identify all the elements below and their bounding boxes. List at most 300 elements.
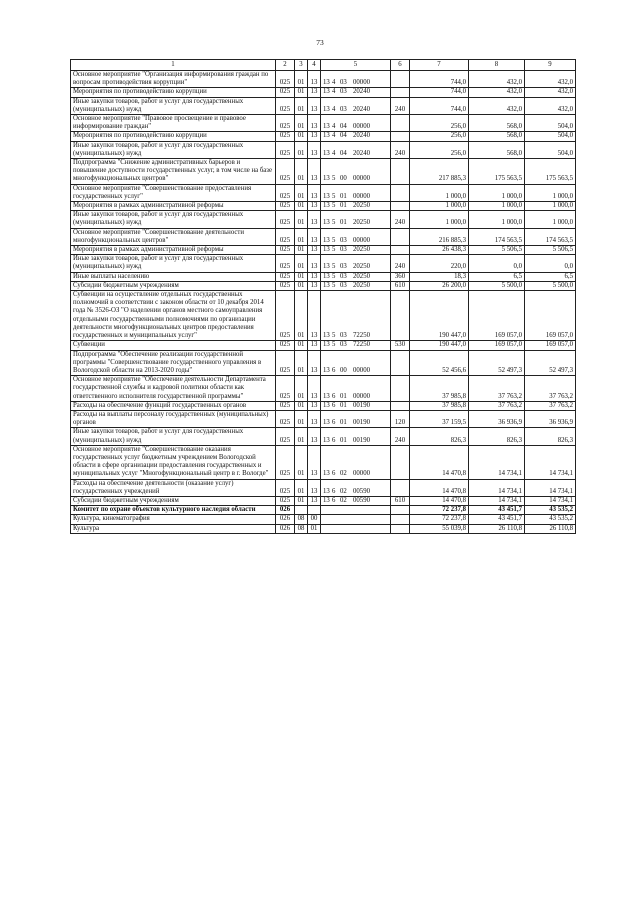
target-article <box>321 159 391 185</box>
section-code: 01 <box>295 410 308 427</box>
amount-year-2: 14 734,1 <box>469 479 525 496</box>
expense-type-code <box>391 376 410 402</box>
amount-year-2: 1 000,0 <box>469 211 525 228</box>
target-article-prog: 13 <box>323 470 330 478</box>
section-code: 01 <box>295 71 308 88</box>
amount-year-1: 72 237,8 <box>410 506 469 515</box>
target-article-main: 02 <box>340 496 347 504</box>
amount-year-3: 504,0 <box>525 132 576 141</box>
column-number: 3 <box>295 60 308 71</box>
target-article-sub: 5 <box>332 281 336 289</box>
target-article-main: 04 <box>340 132 347 140</box>
column-number: 8 <box>469 60 525 71</box>
target-article-sub: 4 <box>332 88 336 96</box>
amount-year-1: 744,0 <box>410 88 469 97</box>
target-article-prog: 13 <box>323 263 330 271</box>
section-code: 01 <box>295 159 308 185</box>
target-article-dir: 00000 <box>353 123 370 131</box>
column-number: 9 <box>525 60 576 71</box>
ministry-code: 025 <box>276 479 295 496</box>
subsection-code: 13 <box>308 376 321 402</box>
target-article <box>321 515 391 524</box>
row-name: Иные закупки товаров, работ и услуг для государственных (муниципальных) нужд <box>71 141 276 158</box>
ministry-code: 025 <box>276 428 295 445</box>
target-article <box>321 246 391 255</box>
target-article <box>321 410 391 427</box>
row-name: Мероприятия по противодействию коррупции <box>71 88 276 97</box>
target-article-sub: 6 <box>332 419 336 427</box>
ministry-code: 026 <box>276 524 295 533</box>
table-row <box>71 141 576 158</box>
target-article-prog: 13 <box>323 487 330 495</box>
subsection-code: 13 <box>308 445 321 479</box>
target-article-dir: 00000 <box>353 79 370 87</box>
target-article <box>321 401 391 410</box>
target-article <box>321 524 391 533</box>
target-article-prog: 13 <box>323 123 330 131</box>
amount-year-1: 52 456,6 <box>410 350 469 376</box>
row-name: Расходы на обеспечение функций государственных органов <box>71 401 276 410</box>
expense-type-code <box>391 506 410 515</box>
amount-year-1: 217 885,3 <box>410 159 469 185</box>
target-article-sub: 5 <box>332 332 336 340</box>
target-article-prog: 13 <box>323 341 330 349</box>
target-article-main: 00 <box>340 175 347 183</box>
table-row <box>71 159 576 185</box>
subsection-code: 13 <box>308 184 321 201</box>
target-article-prog: 13 <box>323 236 330 244</box>
expense-type-code: 240 <box>391 255 410 272</box>
amount-year-2: 0,0 <box>469 255 525 272</box>
amount-year-2: 43 451,7 <box>469 506 525 515</box>
ministry-code: 025 <box>276 401 295 410</box>
target-article-main: 02 <box>340 470 347 478</box>
subsection-code: 13 <box>308 211 321 228</box>
target-article <box>321 115 391 132</box>
target-article-main: 03 <box>340 79 347 87</box>
target-article <box>321 445 391 479</box>
expense-type-code <box>391 479 410 496</box>
target-article-dir: 20250 <box>353 202 370 210</box>
amount-year-2: 432,0 <box>469 71 525 88</box>
amount-year-3: 432,0 <box>525 88 576 97</box>
ministry-code: 025 <box>276 97 295 114</box>
subsection-code: 13 <box>308 350 321 376</box>
expense-type-code <box>391 88 410 97</box>
target-article-sub: 4 <box>332 149 336 157</box>
table-row <box>71 401 576 410</box>
row-name: Подпрограмма "Обеспечение реализации государственной программы "Совершенствование государственного управления в Вологодской области на 2013-2020 годы" <box>71 350 276 376</box>
target-article-prog: 13 <box>323 132 330 140</box>
section-code: 01 <box>295 496 308 505</box>
amount-year-1: 256,0 <box>410 115 469 132</box>
target-article-prog: 13 <box>323 496 330 504</box>
subsection-code: 13 <box>308 281 321 290</box>
expense-type-code: 240 <box>391 141 410 158</box>
target-article-dir: 20250 <box>353 263 370 271</box>
target-article-main: 03 <box>340 236 347 244</box>
expense-type-code: 240 <box>391 428 410 445</box>
amount-year-3: 432,0 <box>525 97 576 114</box>
target-article-sub: 5 <box>332 236 336 244</box>
target-article-sub: 5 <box>332 175 336 183</box>
target-article-main: 01 <box>340 202 347 210</box>
amount-year-2: 52 497,3 <box>469 350 525 376</box>
target-article <box>321 428 391 445</box>
target-article-prog: 13 <box>323 332 330 340</box>
section-code: 01 <box>295 246 308 255</box>
amount-year-2: 36 936,9 <box>469 410 525 427</box>
target-article-dir: 00190 <box>353 419 370 427</box>
target-article <box>321 479 391 496</box>
ministry-code: 025 <box>276 141 295 158</box>
expense-type-code <box>391 184 410 201</box>
table-row <box>71 272 576 281</box>
target-article-dir: 72250 <box>353 341 370 349</box>
target-article-prog: 13 <box>323 281 330 289</box>
target-article-dir: 20240 <box>353 132 370 140</box>
target-article <box>321 141 391 158</box>
target-article-dir: 00590 <box>353 487 370 495</box>
amount-year-3: 826,3 <box>525 428 576 445</box>
target-article-prog: 13 <box>323 436 330 444</box>
section-code: 01 <box>295 479 308 496</box>
amount-year-3: 37 763,2 <box>525 401 576 410</box>
amount-year-1: 37 985,8 <box>410 376 469 402</box>
target-article <box>321 496 391 505</box>
section-code: 08 <box>295 515 308 524</box>
section-code: 01 <box>295 228 308 245</box>
amount-year-1: 14 470,8 <box>410 479 469 496</box>
target-article-sub: 5 <box>332 246 336 254</box>
expense-type-code: 610 <box>391 496 410 505</box>
table-row <box>71 88 576 97</box>
expense-type-code <box>391 445 410 479</box>
expense-type-code: 240 <box>391 211 410 228</box>
section-code: 01 <box>295 376 308 402</box>
subsection-code: 13 <box>308 291 321 341</box>
target-article-main: 03 <box>340 281 347 289</box>
table-row <box>71 496 576 505</box>
table-row <box>71 211 576 228</box>
amount-year-3: 504,0 <box>525 115 576 132</box>
amount-year-3: 0,0 <box>525 255 576 272</box>
ministry-code: 025 <box>276 71 295 88</box>
ministry-code: 025 <box>276 228 295 245</box>
expense-type-code <box>391 115 410 132</box>
table-row <box>71 202 576 211</box>
row-name: Субвенции на осуществление отдельных государственных полномочий в соответствии с законом области от 10 декабря 2014 года № 3526-ОЗ "О наделении органов местного самоуправления отдельными государственными полномочиями по организации деятельности многофункциональных центров предоставления государственных и муниципальных услуг" <box>71 291 276 341</box>
target-article-sub: 6 <box>332 366 336 374</box>
ministry-code: 025 <box>276 88 295 97</box>
row-name: Мероприятия в рамках административной реформы <box>71 202 276 211</box>
subsection-code: 13 <box>308 88 321 97</box>
table-row <box>71 376 576 402</box>
subsection-code: 13 <box>308 228 321 245</box>
table-row <box>71 184 576 201</box>
amount-year-3: 5 506,5 <box>525 246 576 255</box>
amount-year-2: 14 734,1 <box>469 496 525 505</box>
amount-year-1: 26 200,0 <box>410 281 469 290</box>
amount-year-1: 37 159,5 <box>410 410 469 427</box>
amount-year-3: 169 057,0 <box>525 341 576 350</box>
amount-year-3: 14 734,1 <box>525 496 576 505</box>
subsection-code: 13 <box>308 115 321 132</box>
table-row <box>71 132 576 141</box>
target-article-dir: 00000 <box>353 470 370 478</box>
subsection-code: 00 <box>308 515 321 524</box>
subsection-code: 13 <box>308 479 321 496</box>
amount-year-3: 36 936,9 <box>525 410 576 427</box>
section-code: 01 <box>295 401 308 410</box>
amount-year-1: 256,0 <box>410 132 469 141</box>
ministry-code: 025 <box>276 272 295 281</box>
target-article-main: 03 <box>340 263 347 271</box>
target-article-prog: 13 <box>323 88 330 96</box>
column-number-row <box>71 60 576 71</box>
row-name: Иные закупки товаров, работ и услуг для государственных (муниципальных) нужд <box>71 255 276 272</box>
amount-year-3: 169 057,0 <box>525 291 576 341</box>
target-article-main: 02 <box>340 487 347 495</box>
ministry-code: 025 <box>276 255 295 272</box>
target-article-sub: 6 <box>332 392 336 400</box>
row-name: Комитет по охране объектов культурного наследия области <box>71 506 276 515</box>
expense-type-code: 120 <box>391 410 410 427</box>
target-article-sub: 4 <box>332 123 336 131</box>
subsection-code: 13 <box>308 132 321 141</box>
row-name: Расходы на обеспечение деятельности (оказание услуг) государственных учреждений <box>71 479 276 496</box>
column-number: 5 <box>321 60 391 71</box>
table-row <box>71 524 576 533</box>
target-article <box>321 202 391 211</box>
section-code: 01 <box>295 445 308 479</box>
table-row <box>71 341 576 350</box>
row-name: Культура, кинематография <box>71 515 276 524</box>
amount-year-1: 190 447,0 <box>410 341 469 350</box>
subsection-code: 13 <box>308 71 321 88</box>
target-article-main: 03 <box>340 272 347 280</box>
target-article-main: 03 <box>340 246 347 254</box>
target-article-sub: 5 <box>332 192 336 200</box>
row-name: Мероприятия в рамках административной реформы <box>71 246 276 255</box>
target-article-sub: 5 <box>332 219 336 227</box>
ministry-code: 025 <box>276 281 295 290</box>
expense-type-code <box>391 202 410 211</box>
amount-year-2: 37 763,2 <box>469 401 525 410</box>
ministry-code: 025 <box>276 184 295 201</box>
expense-type-code <box>391 515 410 524</box>
subsection-code: 13 <box>308 496 321 505</box>
amount-year-2: 568,0 <box>469 115 525 132</box>
column-number: 2 <box>276 60 295 71</box>
amount-year-1: 826,3 <box>410 428 469 445</box>
amount-year-2: 432,0 <box>469 97 525 114</box>
target-article-dir: 00000 <box>353 192 370 200</box>
expense-type-code <box>391 350 410 376</box>
amount-year-1: 190 447,0 <box>410 291 469 341</box>
expense-type-code <box>391 159 410 185</box>
target-article-dir: 00190 <box>353 436 370 444</box>
amount-year-1: 37 985,8 <box>410 401 469 410</box>
amount-year-1: 14 470,8 <box>410 496 469 505</box>
target-article-prog: 13 <box>323 105 330 113</box>
subsection-code: 13 <box>308 272 321 281</box>
row-name: Основное мероприятие "Обеспечение деятельности Департамента государственной службы и кадровой политики области как ответственного исполнителя государственной программы" <box>71 376 276 402</box>
section-code: 01 <box>295 132 308 141</box>
target-article-dir: 20250 <box>353 246 370 254</box>
target-article-prog: 13 <box>323 419 330 427</box>
target-article-prog: 13 <box>323 192 330 200</box>
amount-year-3: 175 563,5 <box>525 159 576 185</box>
amount-year-2: 175 563,5 <box>469 159 525 185</box>
table-row <box>71 246 576 255</box>
amount-year-3: 174 563,5 <box>525 228 576 245</box>
row-name: Основное мероприятие "Совершенствование оказания государственных услуг бюджетным учреждением Вологодской области в сфере организации предоставления государственных и муниципальных услуг "Многофункциональный центр в г. Вологде" <box>71 445 276 479</box>
subsection-code: 13 <box>308 202 321 211</box>
ministry-code: 025 <box>276 496 295 505</box>
row-name: Иные закупки товаров, работ и услуг для государственных (муниципальных) нужд <box>71 211 276 228</box>
amount-year-2: 1 000,0 <box>469 202 525 211</box>
expense-type-code: 610 <box>391 281 410 290</box>
target-article-dir: 00000 <box>353 366 370 374</box>
expense-type-code: 530 <box>391 341 410 350</box>
target-article-dir: 20240 <box>353 149 370 157</box>
target-article-main: 04 <box>340 123 347 131</box>
amount-year-3: 43 535,2 <box>525 515 576 524</box>
amount-year-1: 14 470,8 <box>410 445 469 479</box>
amount-year-3: 14 734,1 <box>525 445 576 479</box>
amount-year-3: 432,0 <box>525 71 576 88</box>
target-article-main: 03 <box>340 332 347 340</box>
section-code: 01 <box>295 341 308 350</box>
target-article-dir: 20250 <box>353 272 370 280</box>
expense-type-code <box>391 401 410 410</box>
amount-year-2: 5 506,5 <box>469 246 525 255</box>
target-article-prog: 13 <box>323 79 330 87</box>
table-row <box>71 428 576 445</box>
target-article-prog: 13 <box>323 175 330 183</box>
amount-year-1: 220,0 <box>410 255 469 272</box>
target-article-sub: 6 <box>332 470 336 478</box>
row-name: Иные выплаты населению <box>71 272 276 281</box>
target-article-prog: 13 <box>323 202 330 210</box>
target-article <box>321 281 391 290</box>
amount-year-3: 14 734,1 <box>525 479 576 496</box>
table-row <box>71 410 576 427</box>
amount-year-3: 43 535,2 <box>525 506 576 515</box>
ministry-code: 025 <box>276 291 295 341</box>
amount-year-1: 18,3 <box>410 272 469 281</box>
target-article-sub: 5 <box>332 263 336 271</box>
target-article-dir: 20250 <box>353 281 370 289</box>
section-code: 01 <box>295 88 308 97</box>
expense-type-code <box>391 132 410 141</box>
row-name: Основное мероприятие "Совершенствование деятельности многофункциональных центров" <box>71 228 276 245</box>
section-code: 01 <box>295 255 308 272</box>
section-code: 01 <box>295 115 308 132</box>
amount-year-3: 5 500,0 <box>525 281 576 290</box>
amount-year-2: 43 451,7 <box>469 515 525 524</box>
target-article-prog: 13 <box>323 246 330 254</box>
expense-type-code <box>391 228 410 245</box>
row-name: Мероприятия по противодействию коррупции <box>71 132 276 141</box>
target-article-sub: 5 <box>332 202 336 210</box>
row-name: Основное мероприятие "Совершенствование предоставления государственных услуг" <box>71 184 276 201</box>
target-article <box>321 97 391 114</box>
amount-year-2: 174 563,5 <box>469 228 525 245</box>
section-code: 01 <box>295 184 308 201</box>
target-article-sub: 5 <box>332 341 336 349</box>
amount-year-1: 744,0 <box>410 97 469 114</box>
target-article-dir: 00000 <box>353 175 370 183</box>
target-article-sub: 4 <box>332 79 336 87</box>
expense-type-code: 240 <box>391 97 410 114</box>
table-row <box>71 71 576 88</box>
ministry-code: 025 <box>276 132 295 141</box>
amount-year-2: 169 057,0 <box>469 341 525 350</box>
target-article-prog: 13 <box>323 149 330 157</box>
subsection-code: 13 <box>308 401 321 410</box>
ministry-code: 025 <box>276 211 295 228</box>
target-article-main: 00 <box>340 366 347 374</box>
expense-type-code <box>391 246 410 255</box>
section-code: 01 <box>295 97 308 114</box>
section-code: 01 <box>295 211 308 228</box>
target-article <box>321 506 391 515</box>
subsection-code: 13 <box>308 141 321 158</box>
amount-year-3: 26 110,8 <box>525 524 576 533</box>
subsection-code: 13 <box>308 159 321 185</box>
target-article-main: 03 <box>340 341 347 349</box>
row-name: Расходы на выплаты персоналу государственных (муниципальных) органов <box>71 410 276 427</box>
ministry-code: 025 <box>276 350 295 376</box>
section-code: 01 <box>295 350 308 376</box>
amount-year-2: 826,3 <box>469 428 525 445</box>
row-name: Подпрограмма "Снижение административных барьеров и повышение доступности государственных услуг, в том числе на базе многофункциональных центров" <box>71 159 276 185</box>
amount-year-3: 1 000,0 <box>525 202 576 211</box>
section-code: 01 <box>295 428 308 445</box>
subsection-code: 13 <box>308 255 321 272</box>
amount-year-1: 256,0 <box>410 141 469 158</box>
section-code <box>295 506 308 515</box>
target-article-sub: 4 <box>332 105 336 113</box>
target-article-main: 01 <box>340 401 347 409</box>
target-article-sub: 6 <box>332 496 336 504</box>
target-article <box>321 291 391 341</box>
target-article <box>321 350 391 376</box>
row-name: Иные закупки товаров, работ и услуг для государственных (муниципальных) нужд <box>71 97 276 114</box>
column-number: 4 <box>308 60 321 71</box>
target-article-main: 01 <box>340 392 347 400</box>
target-article-main: 04 <box>340 149 347 157</box>
amount-year-3: 37 763,2 <box>525 376 576 402</box>
amount-year-3: 1 000,0 <box>525 184 576 201</box>
target-article <box>321 228 391 245</box>
target-article-prog: 13 <box>323 219 330 227</box>
subsection-code: 01 <box>308 524 321 533</box>
expense-type-code: 360 <box>391 272 410 281</box>
amount-year-3: 1 000,0 <box>525 211 576 228</box>
target-article-sub: 6 <box>332 487 336 495</box>
amount-year-1: 744,0 <box>410 71 469 88</box>
target-article-dir: 20250 <box>353 219 370 227</box>
target-article-prog: 13 <box>323 401 330 409</box>
table-row <box>71 350 576 376</box>
amount-year-2: 6,5 <box>469 272 525 281</box>
amount-year-1: 216 885,3 <box>410 228 469 245</box>
amount-year-2: 568,0 <box>469 132 525 141</box>
amount-year-3: 504,0 <box>525 141 576 158</box>
